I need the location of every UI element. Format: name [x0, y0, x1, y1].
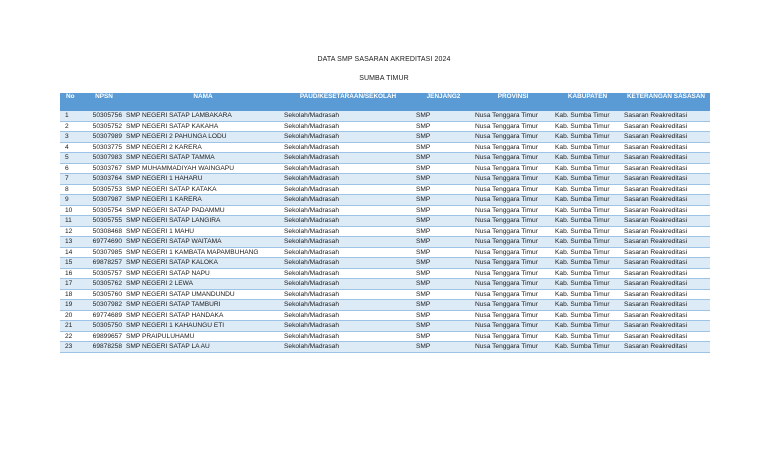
cell-nama: SMP NEGERI SATAP LA AU: [124, 342, 282, 353]
cell-keterangan: Sasaran Reakreditasi: [622, 310, 710, 321]
cell-provinsi: Nusa Tenggara Timur: [473, 279, 553, 290]
column-header-kategori: PAUD/KESETARAAN/SEKOLAH: [282, 93, 414, 111]
cell-kabupaten: Kab. Sumba Timur: [553, 268, 622, 279]
cell-kategori: Sekolah/Madrasah: [282, 142, 414, 153]
table-row: [60, 310, 710, 321]
cell-kabupaten: Kab. Sumba Timur: [553, 321, 622, 332]
cell-kategori: Sekolah/Madrasah: [282, 237, 414, 248]
column-header-keterangan: KETERANGAN SASASAN: [622, 93, 710, 111]
cell-provinsi: Nusa Tenggara Timur: [473, 184, 553, 195]
cell-no: 17: [60, 279, 84, 290]
cell-keterangan: Sasaran Reakreditasi: [622, 184, 710, 195]
cell-npsn: 50308468: [84, 226, 124, 237]
cell-nama: SMP NEGERI SATAP TAMMA: [124, 153, 282, 164]
table-row: [60, 184, 710, 195]
cell-kategori: Sekolah/Madrasah: [282, 153, 414, 164]
cell-kabupaten: Kab. Sumba Timur: [553, 195, 622, 206]
cell-npsn: 50307985: [84, 247, 124, 258]
cell-keterangan: Sasaran Reakreditasi: [622, 163, 710, 174]
cell-jenjang: SMP: [414, 226, 473, 237]
column-header-no: No: [60, 93, 84, 111]
cell-keterangan: Sasaran Reakreditasi: [622, 205, 710, 216]
cell-provinsi: Nusa Tenggara Timur: [473, 237, 553, 248]
cell-no: 14: [60, 247, 84, 258]
cell-nama: SMP NEGERI SATAP KAKAHA: [124, 121, 282, 132]
table-row: [60, 121, 710, 132]
cell-nama: SMP NEGERI 2 PAHUNGA LODU: [124, 132, 282, 143]
cell-jenjang: SMP: [414, 184, 473, 195]
cell-kategori: Sekolah/Madrasah: [282, 184, 414, 195]
cell-no: 5: [60, 153, 84, 164]
cell-jenjang: SMP: [414, 258, 473, 269]
cell-kabupaten: Kab. Sumba Timur: [553, 258, 622, 269]
cell-kabupaten: Kab. Sumba Timur: [553, 111, 622, 121]
cell-no: 18: [60, 289, 84, 300]
cell-npsn: 50305753: [84, 184, 124, 195]
cell-jenjang: SMP: [414, 279, 473, 290]
table-row: [60, 268, 710, 279]
cell-nama: SMP MUHAMMADIYAH WAINGAPU: [124, 163, 282, 174]
table-row: [60, 342, 710, 353]
cell-jenjang: SMP: [414, 310, 473, 321]
table-row: [60, 195, 710, 206]
column-header-provinsi: PROVINSI: [473, 93, 553, 111]
cell-kategori: Sekolah/Madrasah: [282, 268, 414, 279]
column-header-nama: NAMA: [124, 93, 282, 111]
document-subtitle: SUMBA TIMUR: [359, 75, 409, 82]
column-header-npsn: NPSN: [84, 93, 124, 111]
cell-no: 2: [60, 121, 84, 132]
cell-keterangan: Sasaran Reakreditasi: [622, 300, 710, 311]
cell-jenjang: SMP: [414, 111, 473, 121]
cell-nama: SMP NEGERI SATAP PADAMMU: [124, 205, 282, 216]
cell-npsn: 69878258: [84, 342, 124, 353]
cell-no: 16: [60, 268, 84, 279]
cell-npsn: 50305755: [84, 216, 124, 227]
column-header-jenjang: JENJANG2: [414, 93, 473, 111]
cell-nama: SMP NEGERI SATAP NAPU: [124, 268, 282, 279]
cell-kabupaten: Kab. Sumba Timur: [553, 153, 622, 164]
cell-kabupaten: Kab. Sumba Timur: [553, 174, 622, 185]
cell-npsn: 50307987: [84, 195, 124, 206]
cell-npsn: 50303767: [84, 163, 124, 174]
cell-no: 7: [60, 174, 84, 185]
cell-provinsi: Nusa Tenggara Timur: [473, 174, 553, 185]
cell-npsn: 50305752: [84, 121, 124, 132]
cell-nama: SMP NEGERI 1 KAHAUNGU ETI: [124, 321, 282, 332]
cell-jenjang: SMP: [414, 300, 473, 311]
cell-kategori: Sekolah/Madrasah: [282, 216, 414, 227]
cell-jenjang: SMP: [414, 268, 473, 279]
table-body: [60, 111, 710, 352]
table-row: [60, 247, 710, 258]
cell-npsn: 69774689: [84, 310, 124, 321]
cell-kabupaten: Kab. Sumba Timur: [553, 247, 622, 258]
cell-jenjang: SMP: [414, 247, 473, 258]
cell-kabupaten: Kab. Sumba Timur: [553, 279, 622, 290]
cell-kabupaten: Kab. Sumba Timur: [553, 237, 622, 248]
cell-provinsi: Nusa Tenggara Timur: [473, 195, 553, 206]
cell-nama: SMP NEGERI 1 KAMBATA MAPAMBUHANG: [124, 247, 282, 258]
cell-provinsi: Nusa Tenggara Timur: [473, 132, 553, 143]
cell-npsn: 50305757: [84, 268, 124, 279]
cell-nama: SMP NEGERI SATAP UMANDUNDU: [124, 289, 282, 300]
cell-npsn: 50307982: [84, 300, 124, 311]
cell-kategori: Sekolah/Madrasah: [282, 121, 414, 132]
table-header-row: [60, 93, 710, 111]
cell-no: 8: [60, 184, 84, 195]
cell-provinsi: Nusa Tenggara Timur: [473, 310, 553, 321]
column-header-kabupaten: KABUPATEN: [553, 93, 622, 111]
cell-provinsi: Nusa Tenggara Timur: [473, 342, 553, 353]
cell-keterangan: Sasaran Reakreditasi: [622, 342, 710, 353]
cell-no: 15: [60, 258, 84, 269]
table-row: [60, 289, 710, 300]
table-row: [60, 205, 710, 216]
table-row: [60, 216, 710, 227]
document-title: DATA SMP SASARAN AKREDITASI 2024: [317, 56, 451, 63]
cell-kategori: Sekolah/Madrasah: [282, 226, 414, 237]
cell-keterangan: Sasaran Reakreditasi: [622, 132, 710, 143]
cell-nama: SMP NEGERI 2 KARERA: [124, 142, 282, 153]
cell-keterangan: Sasaran Reakreditasi: [622, 247, 710, 258]
cell-no: 21: [60, 321, 84, 332]
cell-kabupaten: Kab. Sumba Timur: [553, 310, 622, 321]
cell-keterangan: Sasaran Reakreditasi: [622, 121, 710, 132]
cell-keterangan: Sasaran Reakreditasi: [622, 331, 710, 342]
cell-nama: SMP NEGERI SATAP KALOKA: [124, 258, 282, 269]
cell-npsn: 50303775: [84, 142, 124, 153]
cell-npsn: 50305754: [84, 205, 124, 216]
table-row: [60, 237, 710, 248]
school-table: [60, 93, 710, 353]
cell-kategori: Sekolah/Madrasah: [282, 321, 414, 332]
table-row: [60, 331, 710, 342]
cell-kabupaten: Kab. Sumba Timur: [553, 300, 622, 311]
cell-nama: SMP NEGERI SATAP TAMBURI: [124, 300, 282, 311]
cell-kategori: Sekolah/Madrasah: [282, 247, 414, 258]
cell-kabupaten: Kab. Sumba Timur: [553, 226, 622, 237]
cell-provinsi: Nusa Tenggara Timur: [473, 153, 553, 164]
cell-npsn: 50307989: [84, 132, 124, 143]
cell-keterangan: Sasaran Reakreditasi: [622, 268, 710, 279]
cell-provinsi: Nusa Tenggara Timur: [473, 121, 553, 132]
cell-no: 6: [60, 163, 84, 174]
cell-no: 3: [60, 132, 84, 143]
cell-kategori: Sekolah/Madrasah: [282, 111, 414, 121]
cell-kabupaten: Kab. Sumba Timur: [553, 205, 622, 216]
cell-provinsi: Nusa Tenggara Timur: [473, 247, 553, 258]
cell-no: 13: [60, 237, 84, 248]
cell-kategori: Sekolah/Madrasah: [282, 205, 414, 216]
cell-jenjang: SMP: [414, 237, 473, 248]
cell-jenjang: SMP: [414, 342, 473, 353]
cell-keterangan: Sasaran Reakreditasi: [622, 258, 710, 269]
cell-no: 11: [60, 216, 84, 227]
cell-kategori: Sekolah/Madrasah: [282, 258, 414, 269]
cell-nama: SMP NEGERI 1 KARERA: [124, 195, 282, 206]
cell-kategori: Sekolah/Madrasah: [282, 310, 414, 321]
cell-nama: SMP NEGERI 1 HAHARU: [124, 174, 282, 185]
cell-provinsi: Nusa Tenggara Timur: [473, 226, 553, 237]
cell-kategori: Sekolah/Madrasah: [282, 289, 414, 300]
cell-npsn: 50303764: [84, 174, 124, 185]
cell-npsn: 50305760: [84, 289, 124, 300]
cell-no: 12: [60, 226, 84, 237]
cell-kategori: Sekolah/Madrasah: [282, 300, 414, 311]
cell-no: 20: [60, 310, 84, 321]
cell-kategori: Sekolah/Madrasah: [282, 331, 414, 342]
cell-provinsi: Nusa Tenggara Timur: [473, 111, 553, 121]
cell-kabupaten: Kab. Sumba Timur: [553, 142, 622, 153]
cell-jenjang: SMP: [414, 163, 473, 174]
table-row: [60, 132, 710, 143]
cell-kabupaten: Kab. Sumba Timur: [553, 216, 622, 227]
cell-jenjang: SMP: [414, 289, 473, 300]
cell-keterangan: Sasaran Reakreditasi: [622, 174, 710, 185]
table-row: [60, 174, 710, 185]
cell-kategori: Sekolah/Madrasah: [282, 132, 414, 143]
cell-kabupaten: Kab. Sumba Timur: [553, 331, 622, 342]
cell-kabupaten: Kab. Sumba Timur: [553, 121, 622, 132]
table-row: [60, 163, 710, 174]
cell-keterangan: Sasaran Reakreditasi: [622, 142, 710, 153]
cell-jenjang: SMP: [414, 121, 473, 132]
cell-keterangan: Sasaran Reakreditasi: [622, 321, 710, 332]
cell-no: 9: [60, 195, 84, 206]
table-row: [60, 111, 710, 121]
table-row: [60, 279, 710, 290]
cell-no: 19: [60, 300, 84, 311]
cell-keterangan: Sasaran Reakreditasi: [622, 226, 710, 237]
cell-no: 23: [60, 342, 84, 353]
cell-kategori: Sekolah/Madrasah: [282, 279, 414, 290]
cell-provinsi: Nusa Tenggara Timur: [473, 331, 553, 342]
cell-nama: SMP NEGERI SATAP KATAKA: [124, 184, 282, 195]
cell-kabupaten: Kab. Sumba Timur: [553, 342, 622, 353]
cell-keterangan: Sasaran Reakreditasi: [622, 216, 710, 227]
cell-nama: SMP NEGERI SATAP HANDAKA: [124, 310, 282, 321]
cell-no: 10: [60, 205, 84, 216]
cell-npsn: 50305762: [84, 279, 124, 290]
cell-jenjang: SMP: [414, 153, 473, 164]
table-row: [60, 300, 710, 311]
cell-jenjang: SMP: [414, 331, 473, 342]
cell-jenjang: SMP: [414, 321, 473, 332]
cell-provinsi: Nusa Tenggara Timur: [473, 289, 553, 300]
table-row: [60, 142, 710, 153]
cell-kategori: Sekolah/Madrasah: [282, 163, 414, 174]
cell-npsn: 69878257: [84, 258, 124, 269]
cell-provinsi: Nusa Tenggara Timur: [473, 321, 553, 332]
cell-provinsi: Nusa Tenggara Timur: [473, 216, 553, 227]
cell-no: 4: [60, 142, 84, 153]
cell-jenjang: SMP: [414, 205, 473, 216]
cell-npsn: 50305756: [84, 111, 124, 121]
table-row: [60, 153, 710, 164]
cell-nama: SMP NEGERI SATAP LANGIRA: [124, 216, 282, 227]
cell-kabupaten: Kab. Sumba Timur: [553, 132, 622, 143]
cell-provinsi: Nusa Tenggara Timur: [473, 268, 553, 279]
cell-kabupaten: Kab. Sumba Timur: [553, 289, 622, 300]
cell-no: 1: [60, 111, 84, 121]
cell-no: 22: [60, 331, 84, 342]
cell-keterangan: Sasaran Reakreditasi: [622, 111, 710, 121]
cell-kabupaten: Kab. Sumba Timur: [553, 163, 622, 174]
cell-npsn: 50305750: [84, 321, 124, 332]
cell-jenjang: SMP: [414, 195, 473, 206]
cell-provinsi: Nusa Tenggara Timur: [473, 258, 553, 269]
cell-keterangan: Sasaran Reakreditasi: [622, 289, 710, 300]
cell-jenjang: SMP: [414, 174, 473, 185]
cell-npsn: 69899657: [84, 331, 124, 342]
table-row: [60, 226, 710, 237]
cell-provinsi: Nusa Tenggara Timur: [473, 163, 553, 174]
cell-provinsi: Nusa Tenggara Timur: [473, 142, 553, 153]
cell-keterangan: Sasaran Reakreditasi: [622, 153, 710, 164]
cell-nama: SMP NEGERI SATAP LAMBAKARA: [124, 111, 282, 121]
cell-npsn: 69774690: [84, 237, 124, 248]
cell-keterangan: Sasaran Reakreditasi: [622, 279, 710, 290]
cell-keterangan: Sasaran Reakreditasi: [622, 237, 710, 248]
cell-kategori: Sekolah/Madrasah: [282, 174, 414, 185]
cell-kabupaten: Kab. Sumba Timur: [553, 184, 622, 195]
cell-jenjang: SMP: [414, 142, 473, 153]
table-row: [60, 321, 710, 332]
cell-kategori: Sekolah/Madrasah: [282, 195, 414, 206]
cell-nama: SMP NEGERI 2 LEWA: [124, 279, 282, 290]
cell-provinsi: Nusa Tenggara Timur: [473, 205, 553, 216]
cell-provinsi: Nusa Tenggara Timur: [473, 300, 553, 311]
cell-jenjang: SMP: [414, 132, 473, 143]
cell-jenjang: SMP: [414, 216, 473, 227]
cell-kategori: Sekolah/Madrasah: [282, 342, 414, 353]
cell-nama: SMP PRAIPULUHAMU: [124, 331, 282, 342]
cell-npsn: 50307983: [84, 153, 124, 164]
table-row: [60, 258, 710, 269]
cell-nama: SMP NEGERI 1 MAHU: [124, 226, 282, 237]
cell-nama: SMP NEGERI SATAP WAITAMA: [124, 237, 282, 248]
cell-keterangan: Sasaran Reakreditasi: [622, 195, 710, 206]
